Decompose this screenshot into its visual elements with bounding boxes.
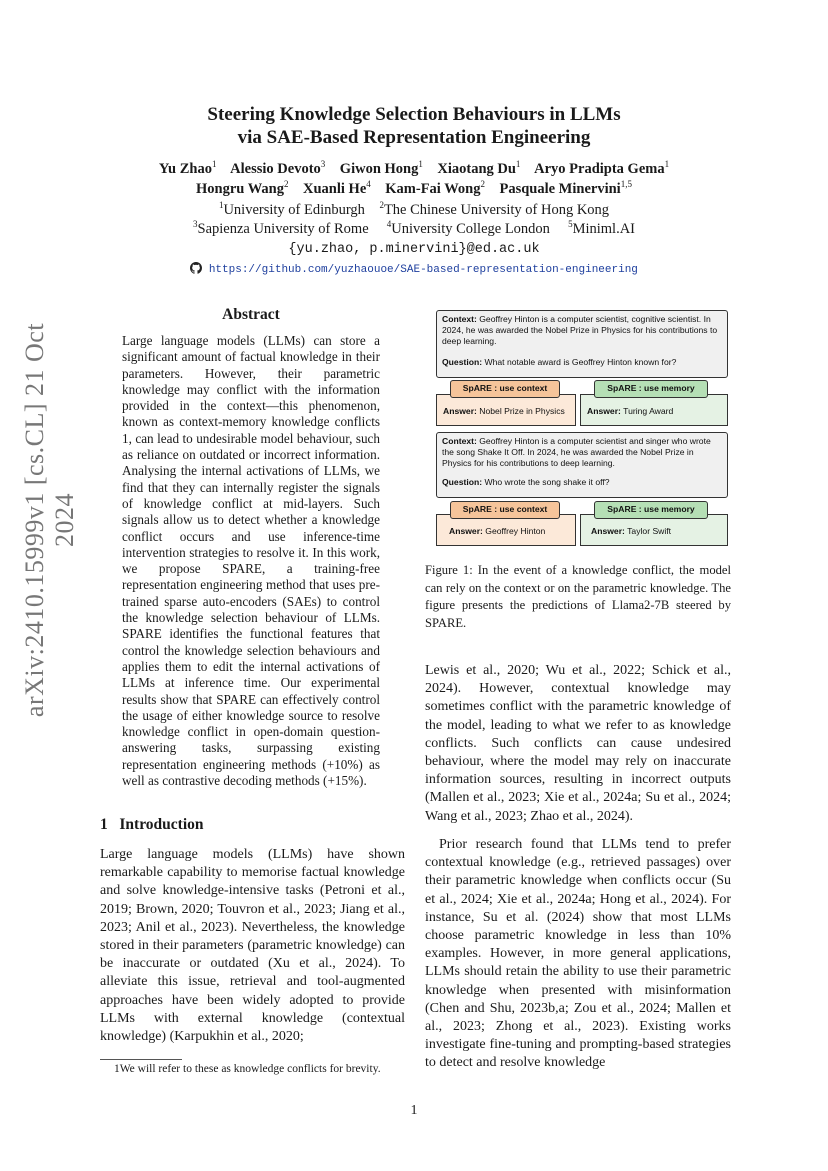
abstract-heading: Abstract bbox=[222, 306, 280, 323]
affiliation: $^5$Miniml.AI bbox=[568, 219, 635, 237]
author: Xiaotang Du$^1$ bbox=[437, 159, 521, 177]
example-1-question: Question: What notable award is Geoffrey Hinton known for? bbox=[442, 357, 677, 367]
author: Giwon Hong$^1$ bbox=[339, 159, 423, 177]
intro-paragraph-1: Large language models (LLMs) have shown remarkable capability to memorise factual knowledge and solve knowledge-intensive tasks (Petroni et al., 2019; Brown, 2020; Touvron et al., 2023; Jiang et al., 2023; Anil et al., 2023). Nevertheless, the knowledge stored in their parameters (parametric knowledge) can be inaccurate or outdated (Xu et al., 2024). To alleviate this issue, retrieval and tool-augmented approaches have been widely adopted to provide LLMs with external knowledge (contextual knowledge) (Karpukhin et al., 2020; bbox=[100, 847, 405, 1045]
example-2-context-box bbox=[436, 432, 728, 498]
email: {yu.zhao, p.minervini}@ed.ac.uk bbox=[288, 242, 540, 257]
affiliation: $^2$The Chinese University of Hong Kong bbox=[379, 200, 610, 218]
author: Xuanli He$^4$ bbox=[303, 179, 371, 197]
abstract-body: Large language models (LLMs) can store a significant amount of factual knowledge in their parameters. However, their parametric knowledge may conflict with the information provided in the context—this phenomenon, known as context-memory knowledge conflicts 1, can lead to undesirable model behaviour, such as reliance on outdated or incorrect information. Analysing the internal activations of LLMs, we find that they can internally register the signals of knowledge conflict at mid-layers. Such signals allow us to detect whether a knowledge conflict occurs and use inference-time intervention strategies to resolve it. In this work, we propose SPARE, a training-free representation engineering method that uses pre-trained sparse auto-encoders (SAEs) to control the knowledge selection behaviour of LLMs. SPARE identifies the functional features that control the knowledge selection behaviours and applies them to edit the internal activations of LLMs at inference time. Our experimental results show that SPARE can effectively control the usage of either knowledge source to resolve knowledge conflict in open-domain question-answering tasks, surpassing existing representation engineering methods (+10%) as well as contrastive decoding methods (+15%). bbox=[122, 333, 380, 789]
footnote-rule bbox=[100, 1059, 182, 1060]
github-icon bbox=[190, 262, 202, 277]
affiliation-line-2 bbox=[0, 221, 828, 238]
example-2-tag-use-context: SpARE : use context bbox=[450, 501, 560, 519]
example-2-answer-memory: Answer: Taylor Swift bbox=[580, 514, 728, 546]
example-2-question: Question: Who wrote the song shake it off? bbox=[442, 477, 610, 487]
figure-1 bbox=[432, 308, 734, 548]
affiliation: $^3$Sapienza University of Rome bbox=[193, 219, 369, 237]
title-line-2: via SAE-Based Representation Engineering bbox=[237, 127, 591, 148]
title-line-1: Steering Knowledge Selection Behaviours in LLMs bbox=[207, 104, 621, 125]
example-1-answer-memory: Answer: Turing Award bbox=[580, 394, 728, 426]
author: Kam-Fai Wong$^2$ bbox=[385, 179, 485, 197]
example-2-answer-context: Answer: Geoffrey Hinton bbox=[436, 514, 576, 546]
page-number: 1 bbox=[410, 1103, 418, 1118]
author: Hongru Wang$^2$ bbox=[196, 179, 289, 197]
example-2-tag-use-memory: SpARE : use memory bbox=[594, 501, 708, 519]
author: Yu Zhao$^1$ bbox=[158, 159, 217, 177]
example-1-answer-context: Answer: Nobel Prize in Physics bbox=[436, 394, 576, 426]
author: Pasquale Minervini$^{1,5}$ bbox=[499, 179, 632, 197]
author: Aryo Pradipta Gema$^1$ bbox=[534, 159, 670, 177]
footnote: 1We will refer to these as knowledge conflicts for brevity. bbox=[114, 1063, 381, 1075]
affiliation: $^4$University College London bbox=[386, 219, 550, 237]
github-link-row bbox=[0, 262, 828, 277]
example-1-context: Context: Geoffrey Hinton is a computer scientist, cognitive scientist. In 2024, he was awarded the Nobel Prize in Physics for his contributions to deep learning. bbox=[442, 314, 718, 346]
affiliation: $^1$University of Edinburgh bbox=[218, 200, 365, 218]
section-heading-introduction: 1 Introduction bbox=[100, 816, 204, 833]
example-1-tag-use-memory: SpARE : use memory bbox=[594, 380, 708, 398]
paper-title bbox=[0, 103, 828, 149]
right-column-paragraph-2: Prior research found that LLMs tend to prefer contextual knowledge (e.g., retrieved passages) over their parametric knowledge when conflicts occur (Su et al., 2024; Xie et al., 2024a; Hong et al., 2024). For instance, Su et al. (2024) show that most LLMs choose parametric knowledge in less than 10% examples. However, in more general applications, LLMs should retain the ability to use their parametric knowledge when presented with misinformation (Chen and Shu, 2023b,a; Zou et al., 2024; Mallen et al., 2023; Zhong et al., 2023). Existing works investigate fine-tuning and prompting-based strategies to detect and resolve knowledge bbox=[425, 837, 731, 1071]
example-2-context: Context: Geoffrey Hinton is a computer scientist and singer who wrote the song Shake It Off. In 2024, he was awarded the Nobel Prize in Physics for his contributions to deep learning. bbox=[442, 436, 711, 468]
figure-1-caption: Figure 1: In the event of a knowledge conflict, the model can rely on the context or on the parametric knowledge. The figure presents the predictions of Llama2-7B steered by SPARE. bbox=[425, 563, 731, 630]
github-url-link[interactable]: https://github.com/yuzhaouoe/SAE-based-representation-engineering bbox=[208, 264, 638, 276]
author-line-2 bbox=[0, 181, 828, 198]
right-column-paragraph-1: Lewis et al., 2020; Wu et al., 2022; Schick et al., 2024). However, contextual knowledge may sometimes conflict with the parametric knowledge of the model, leading to what we refer to as knowledge conflicts. Such conflicts can cause undesired behaviour, where the model may rely on inaccurate information sources, resulting in incorrect outputs (Mallen et al., 2023; Xie et al., 2024a; Su et al., 2024; Wang et al., 2023; Zhao et al., 2024). bbox=[425, 663, 731, 824]
arxiv-identifier: arXiv:2410.15999v1 [cs.CL] 21 Oct 2024 bbox=[20, 322, 79, 718]
author-line-1 bbox=[0, 161, 828, 178]
author: Alessio Devoto$^3$ bbox=[230, 159, 326, 177]
affiliation-line-1 bbox=[0, 202, 828, 219]
example-1-context-box bbox=[436, 310, 728, 378]
example-1-tag-use-context: SpARE : use context bbox=[450, 380, 560, 398]
